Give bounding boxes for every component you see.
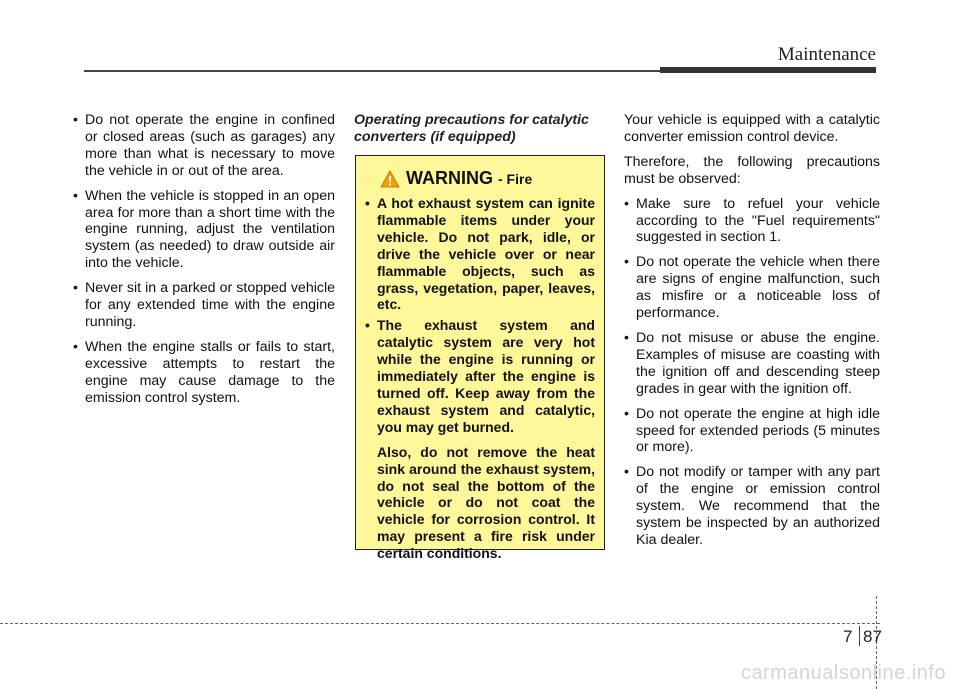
warning-header	[365, 168, 595, 189]
intro-paragraph: Therefore, the following precautions must be observed:	[624, 153, 880, 187]
warning-triangle-icon	[380, 170, 400, 188]
list-item	[624, 464, 880, 549]
list-item-text: Do not operate the vehicle when there are signs of engine malfunction, such as misfire or a noticeable loss of performance.	[636, 254, 880, 322]
list-item	[624, 330, 880, 398]
section-title: Operating precautions for catalytic converters (if equipped)	[354, 112, 589, 145]
list-item	[624, 196, 880, 247]
bullet: •	[365, 195, 370, 211]
list-item-text: Do not misuse or abuse the engine. Examples of misuse are coasting with the ignition off and descending steep grades in gear with the ignition off.	[636, 329, 880, 397]
page-header-title: Maintenance	[777, 44, 876, 65]
page-number: 87	[863, 627, 882, 646]
bullet: •	[624, 329, 629, 346]
intro-paragraph: Your vehicle is equipped with a catalytic converter emission control device.	[624, 112, 880, 145]
list-item-text: When the engine stalls or fails to start, excessive attempts to restart the engine may cause damage to the emission control system.	[85, 338, 335, 406]
list-item-text: The exhaust system and catalytic system are very hot while the engine is running or immediately after the engine is turned off. Keep away from the exhaust system and catalytic, you may get burned.	[377, 317, 595, 435]
list-item	[73, 188, 335, 273]
list-item	[73, 280, 335, 331]
left-column	[73, 112, 335, 415]
bullet: •	[624, 405, 629, 422]
bullet: •	[624, 464, 629, 481]
list-item-text: Never sit in a parked or stopped vehicle for any extended time with the engine running.	[85, 280, 335, 330]
right-column	[624, 112, 880, 557]
warning-subtitle: - Fire	[498, 170, 533, 187]
list-item	[73, 339, 335, 407]
list-item-text: When the vehicle is stopped in an open area for more than a short time with the engine running, adjust the ventilation system (as needed) to draw outside air into the vehicle.	[85, 187, 335, 272]
bullet: •	[73, 187, 78, 204]
list-item-text: A hot exhaust system can ignite flammable items under your vehicle. Do not park, idle, or drive the vehicle over or near flammable objects, such as grass, vegetation, paper, leaves, etc.	[377, 195, 595, 313]
warning-label: WARNING	[406, 168, 493, 188]
header-divider	[84, 70, 660, 72]
warning-box	[355, 155, 605, 562]
watermark: carmanualsonline.info	[740, 662, 946, 684]
catalytic-precaution-list	[624, 196, 880, 549]
footer-divider	[0, 623, 880, 624]
bullet: •	[73, 338, 78, 355]
list-item	[624, 406, 880, 457]
header-divider-accent	[660, 67, 876, 73]
list-item-text: Do not operate the engine in confined or closed areas (such as garages) any more than what is necessary to move the vehicle in or out of the area.	[85, 112, 335, 179]
list-item	[624, 254, 880, 322]
list-item	[73, 112, 335, 180]
warning-list	[365, 195, 595, 436]
bullet: •	[73, 280, 78, 297]
list-item	[365, 195, 595, 313]
chapter-number: 7	[843, 627, 853, 646]
bullet: •	[624, 195, 629, 212]
page-number-divider	[859, 626, 860, 646]
emission-precaution-list	[73, 112, 335, 407]
warning-note: Also, do not remove the heat sink around the exhaust system, do not seal the bottom of the vehicle or do not coat the vehicle for corrosion control. It may present a fire risk under certain conditions.	[377, 443, 595, 562]
list-item-text: Make sure to refuel your vehicle according to the "Fuel requirements" suggested in section 1.	[636, 195, 880, 246]
bullet: •	[624, 254, 629, 271]
bullet: •	[365, 317, 370, 334]
list-item-text: Do not modify or tamper with any part of the engine or emission control system. We recommend that the system be inspected by an authorized Kia dealer.	[636, 464, 880, 548]
bullet: •	[73, 112, 78, 128]
list-item	[365, 317, 595, 435]
list-item-text: Do not operate the engine at high idle speed for extended periods (5 minutes or more).	[636, 405, 880, 456]
